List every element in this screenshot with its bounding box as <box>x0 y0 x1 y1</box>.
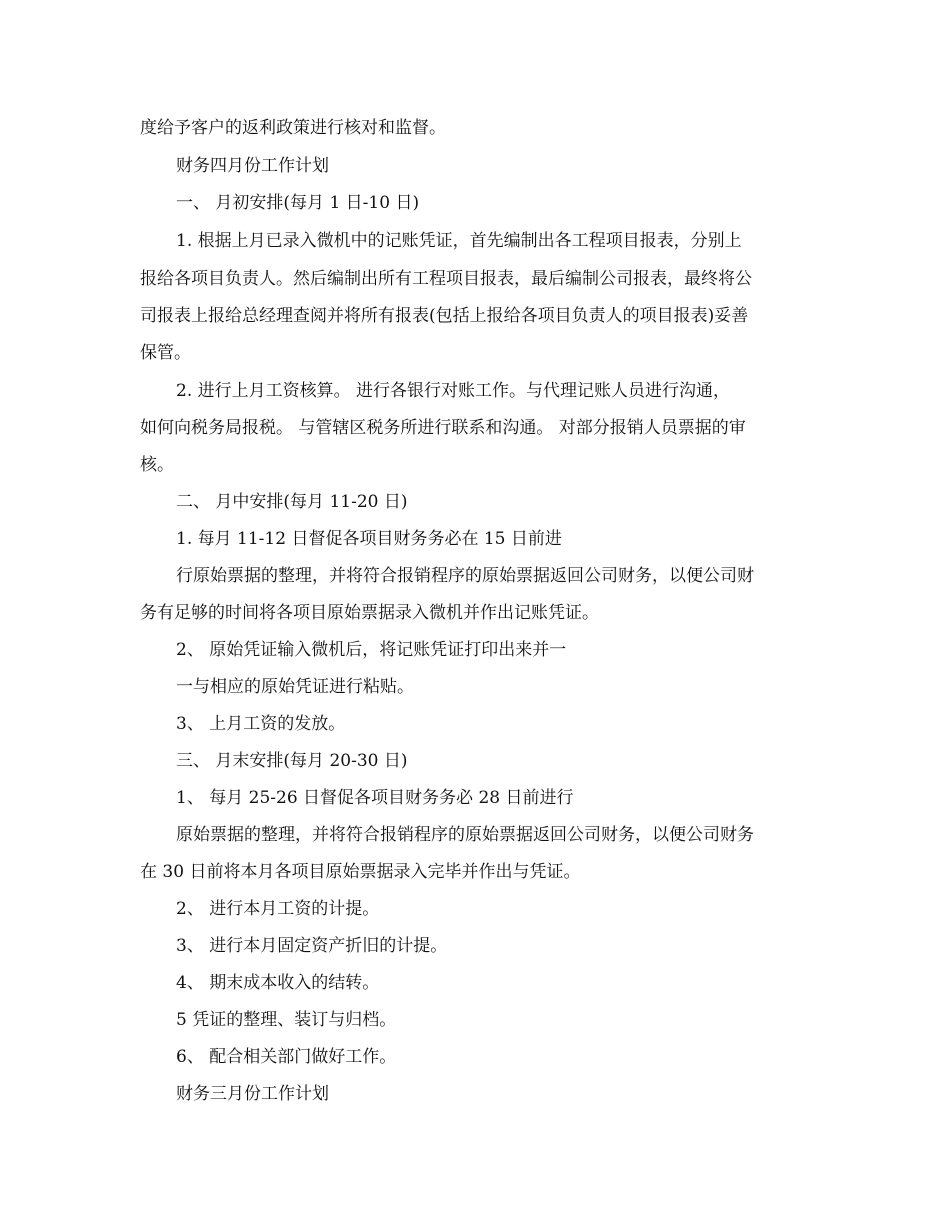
text-line: 1. 根据上月已录入微机中的记账凭证，首先编制出各工程项目报表，分别上 <box>176 231 742 251</box>
text-line: 在 30 日前将本月各项目原始票据录入完毕并作出与凭证。 <box>140 862 581 882</box>
subsection-heading: 三、 月末安排(每月 20-30 日) <box>176 751 408 771</box>
subsection-heading: 一、 月初安排(每月 1 日-10 日) <box>176 193 420 213</box>
text-line: 3、 上月工资的发放。 <box>176 714 346 734</box>
text-line: 4、 期末成本收入的结转。 <box>176 973 380 993</box>
text-line: 务有足够的时间将各项目原始票据录入微机并作出记账凭证。 <box>140 603 599 623</box>
text-line: 3、 进行本月固定资产折旧的计提。 <box>176 936 448 956</box>
section-heading: 财务三月份工作计划 <box>176 1084 329 1104</box>
text-line: 保管。 <box>140 343 191 363</box>
text-line: 2、 原始凭证输入微机后，将记账凭证打印出来并一 <box>176 640 567 660</box>
section-heading: 财务四月份工作计划 <box>176 156 329 176</box>
text-line: 核。 <box>140 455 174 475</box>
text-line: 2、 进行本月工资的计提。 <box>176 899 380 919</box>
text-line: 5 凭证的整理、装订与归档。 <box>176 1010 397 1030</box>
text-line: 一与相应的原始凭证进行粘贴。 <box>176 677 414 697</box>
text-line: 2. 进行上月工资核算。 进行各银行对账工作。与代理记账人员进行沟通， <box>176 381 731 401</box>
text-line: 如何向税务局报税。 与管辖区税务所进行联系和沟通。 对部分报销人员票据的审 <box>140 418 746 438</box>
text-line: 6、 配合相关部门做好工作。 <box>176 1047 397 1067</box>
text-line: 报给各项目负责人。然后编制出所有工程项目报表，最后编制公司报表，最终将公 <box>140 269 752 289</box>
subsection-heading: 二、 月中安排(每月 11-20 日) <box>176 492 408 512</box>
text-line: 司报表上报给总经理查阅并将所有报表(包括上报给各项目负责人的项目报表)妥善 <box>140 306 749 326</box>
text-line: 1. 每月 11-12 日督促各项目财务务必在 15 日前进 <box>176 529 562 549</box>
text-line: 1、 每月 25-26 日督促各项目财务务必 28 日前进行 <box>176 788 574 808</box>
text-line: 度给予客户的返利政策进行核对和监督。 <box>140 118 446 138</box>
text-line: 行原始票据的整理，并将符合报销程序的原始票据返回公司财务，以便公司财 <box>176 566 754 586</box>
text-line: 原始票据的整理，并将符合报销程序的原始票据返回公司财务，以便公司财务 <box>176 825 754 845</box>
